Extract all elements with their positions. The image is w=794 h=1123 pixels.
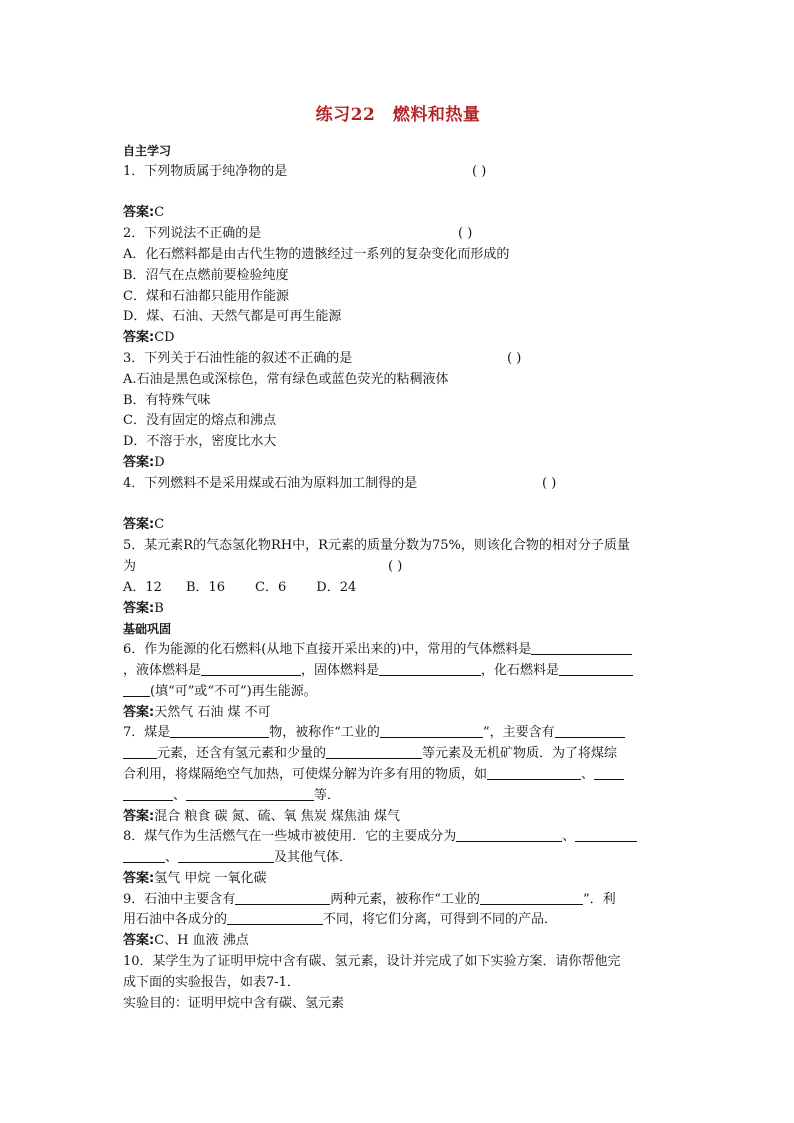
fill-blank[interactable] [531,640,632,655]
question-text: ”．利 [582,891,616,907]
answer-value: C [154,517,165,533]
fill-blank[interactable] [201,661,301,676]
question-5-options [123,578,673,599]
answer-1 [123,203,673,224]
question-text: 2．下列说法不正确的是 [123,226,262,242]
fill-blank[interactable] [123,848,165,863]
answer-label: 答案: [123,205,155,221]
question-10-line-3: 实验目的：证明甲烷中含有碳、氢元素 [123,995,345,1011]
answer-6 [123,703,673,724]
question-10-line-1: 10．某学生为了证明甲烷中含有碳、氢元素，设计并完成了如下实验方案．请你帮他完 [123,954,621,970]
question-5-line-2 [123,557,673,578]
answer-9 [123,931,673,952]
answer-label: 答案: [123,600,155,616]
question-8-line-2 [123,848,673,869]
question-text: 及其他气体． [274,850,353,866]
question-5-line-1: 5．某元素R的气态氢化物RH中，R元素的质量分数为75%，则该化合物的相对分子质量 [123,538,630,554]
question-text: 为 [123,558,137,574]
option-d: D．煤、石油、天然气都是可再生能源 [123,309,342,325]
answer-parentheses: ( ) [507,350,522,366]
worksheet-page [123,100,673,1014]
question-text: 、 [173,787,187,803]
question-10-line-2: 成下面的实验报告，如表7-1． [123,974,300,990]
question-text: 等元素及无机矿物质．为了将煤综 [422,746,618,762]
answer-value: C、H 血液 沸点 [154,933,249,949]
answer-value: 氢气 甲烷 一氧化碳 [154,870,267,886]
answer-parentheses: ( ) [472,163,487,179]
fill-blank[interactable] [227,910,323,925]
question-7-line-1 [123,723,673,744]
fill-blank[interactable] [487,765,581,780]
spacer [123,183,673,204]
fill-blank[interactable] [594,765,624,780]
answer-5 [123,599,673,620]
question-2 [123,224,673,245]
answer-parentheses: ( ) [388,558,403,574]
fill-blank[interactable] [123,682,150,697]
fill-blank[interactable] [123,744,157,759]
question-text: (填“可”或“不可”)再生能源。 [150,683,317,699]
answer-3 [123,453,673,474]
fill-blank[interactable] [235,890,330,905]
fill-blank[interactable] [170,723,269,738]
answer-4 [123,515,673,536]
spacer [123,495,673,516]
fill-blank[interactable] [379,661,481,676]
fill-blank[interactable] [326,744,422,759]
answer-2 [123,328,673,349]
question-4 [123,474,673,495]
option-b: B．16 [185,579,226,595]
answer-label: 答案: [123,330,155,346]
option-a: A.石油是黑色或深棕色，常有绿色或蓝色荧光的粘稠液体 [123,371,449,387]
fill-blank[interactable] [380,723,483,738]
question-text: 不同，将它们分离，可得到不同的产品． [323,912,558,928]
question-6-line-2 [123,661,673,682]
answer-parentheses: ( ) [542,475,557,491]
question-text: 合利用，将煤隔绝空气加热，可使煤分解为许多有用的物质，如 [123,766,488,782]
fill-blank[interactable] [178,848,274,863]
question-text: 7．煤是 [123,725,171,741]
answer-label: 答案: [123,870,155,886]
question-text: ，固体燃料是 [301,662,380,678]
question-text: 用石油中各成分的 [123,912,228,928]
question-text: 1．下列物质属于纯净物的是 [123,163,288,179]
fill-blank[interactable] [456,827,562,842]
answer-value: 混合 粮食 碳 氮、硫、氧 焦炭 煤焦油 煤气 [154,808,400,824]
question-text: ，化石燃料是 [481,662,560,678]
question-7-line-4 [123,786,673,807]
fill-blank[interactable] [480,890,583,905]
question-text: ，液体燃料是 [123,662,202,678]
question-6-line-3 [123,682,673,703]
option-b: B．有特殊气味 [123,392,211,408]
question-9-line-2 [123,910,673,931]
answer-label: 答案: [123,517,155,533]
option-d: D．不溶于水，密度比水大 [123,434,277,450]
question-text: 物，被称作“工业的 [269,725,380,741]
answer-label: 答案: [123,933,155,949]
question-text: 9．石油中主要含有 [123,891,236,907]
answer-label: 答案: [123,454,155,470]
question-text: 、 [581,766,595,782]
question-text: 8．煤气作为生活燃气在一些城市被使用．它的主要成分为 [123,829,457,845]
question-text: 两种元素，被称作“工业的 [330,891,480,907]
option-d: D．24 [316,579,357,595]
answer-value: D [154,454,165,470]
answer-label: 答案: [123,808,155,824]
answer-7 [123,807,673,828]
fill-blank[interactable] [559,661,633,676]
question-8-line-1 [123,827,673,848]
question-text: 3．下列关于石油性能的叙述不正确的是 [123,350,353,366]
fill-blank[interactable] [555,723,625,738]
answer-label: 答案: [123,704,155,720]
fill-blank[interactable] [186,786,314,801]
option-c: C．煤和石油都只能用作能源 [123,288,289,304]
option-b: B．沼气在点燃前要检验纯度 [123,267,289,283]
answer-value: CD [154,330,175,346]
question-7-line-3 [123,765,673,786]
answer-value: B [154,600,164,616]
page-title: 练习22 燃料和热量 [315,105,481,125]
question-text: 、 [562,829,576,845]
question-text: 、 [165,850,179,866]
question-9-line-1 [123,890,673,911]
question-6-line-1 [123,640,673,661]
question-text: 等． [314,787,341,803]
answer-value: C [154,205,165,221]
answer-value: 天然气 石油 煤 不可 [154,704,271,720]
fill-blank[interactable] [575,827,637,842]
option-c: C．没有固定的熔点和沸点 [123,413,276,429]
answer-8 [123,869,673,890]
answer-parentheses: ( ) [458,226,473,242]
question-1 [123,162,673,183]
option-a: A．12 [123,579,162,595]
question-text: 6．作为能源的化石燃料(从地下直接开采出来的)中，常用的气体燃料是 [123,642,532,658]
question-text: 元素，还含有氢元素和少量的 [157,746,327,762]
question-3 [123,349,673,370]
fill-blank[interactable] [123,786,173,801]
option-c: C．6 [255,579,287,595]
question-7-line-2 [123,744,673,765]
question-text: 4．下列燃料不是采用煤或石油为原料加工制得的是 [123,475,418,491]
option-a: A．化石燃料都是由古代生物的遗骸经过一系列的复杂变化而形成的 [123,246,510,262]
section-heading-self-study: 自主学习 [123,144,172,158]
question-text: ”，主要含有 [482,725,555,741]
section-heading-basic: 基础巩固 [123,622,172,637]
